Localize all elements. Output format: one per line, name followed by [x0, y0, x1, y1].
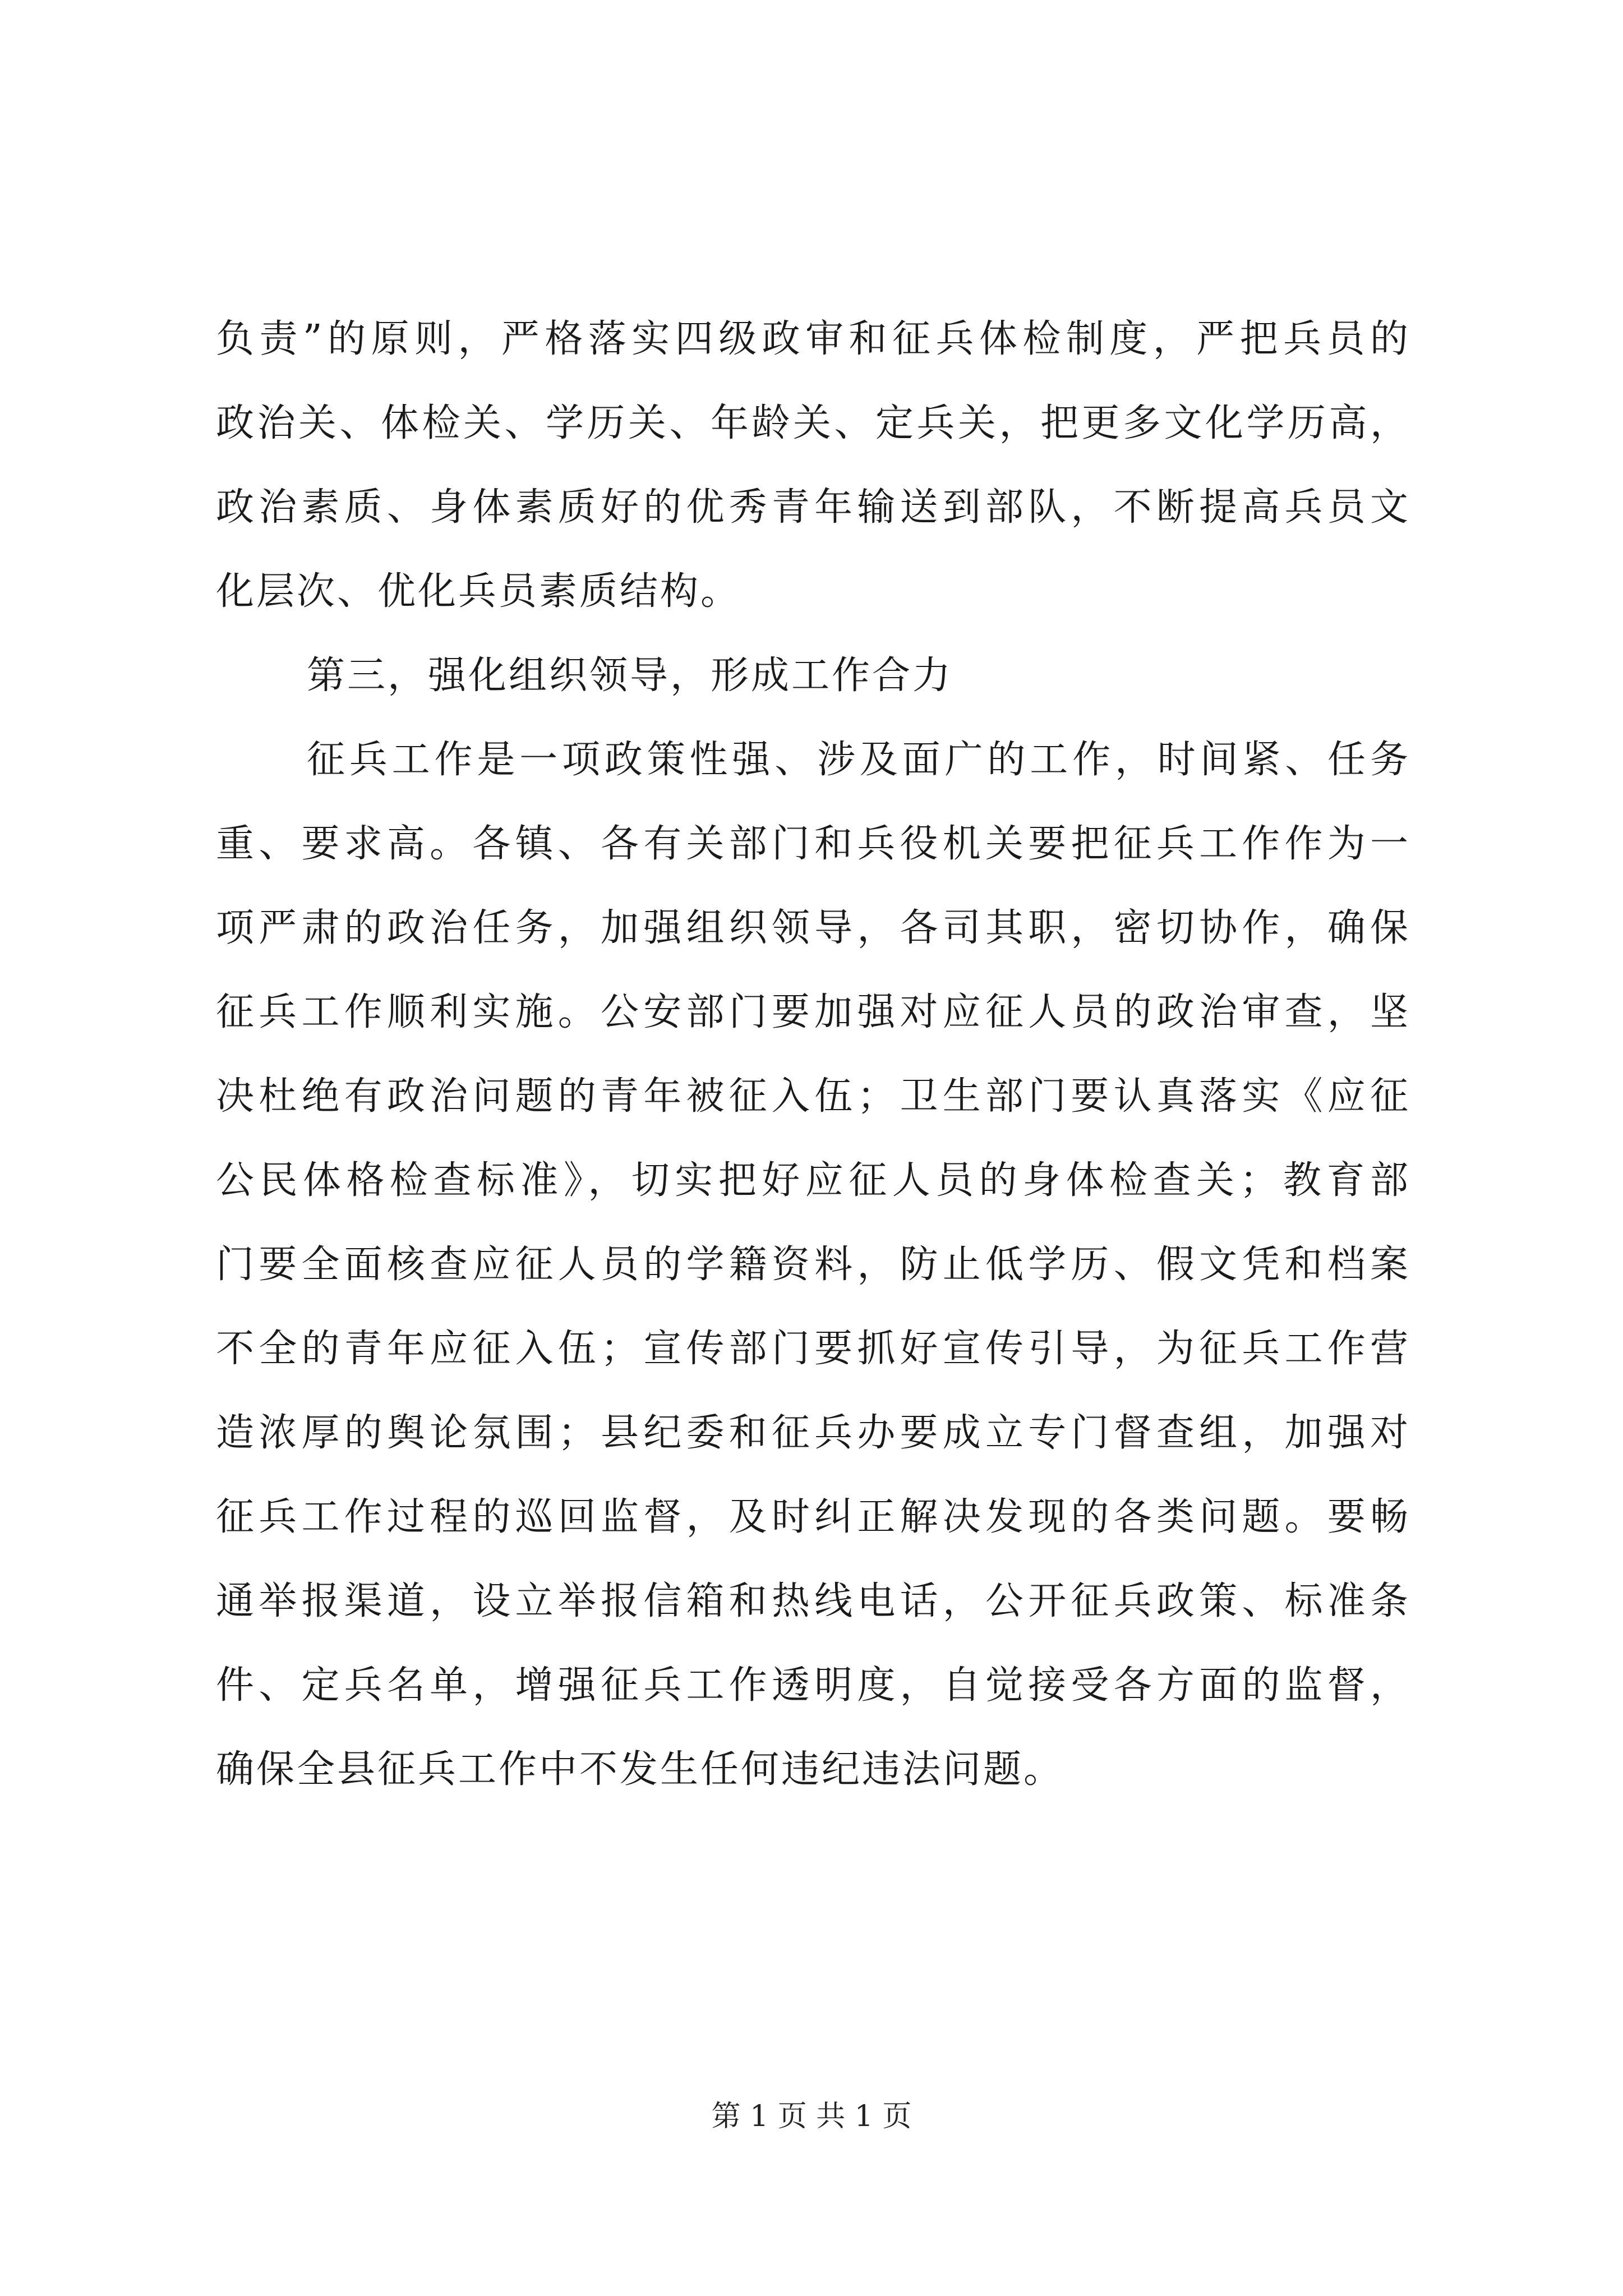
text-line: 门要全面核查应征人员的学籍资料，防止低学历、假文凭和档案	[216, 1243, 1410, 1287]
text-line: 化层次、优化兵员素质结构。	[216, 569, 741, 614]
text-line: 不全的青年应征入伍；宣传部门要抓好宣传引导，为征兵工作营	[216, 1327, 1410, 1371]
text-line: 征兵工作顺利实施。公安部门要加强对应征人员的政治审查，坚	[216, 990, 1410, 1034]
paragraph-continued	[216, 297, 1410, 634]
text-line: 项严肃的政治任务，加强组织领导，各司其职，密切协作，确保	[216, 906, 1410, 950]
text-line: 确保全县征兵工作中不发生任何违纪违法问题。	[216, 1747, 1064, 1792]
section-heading: 第三，强化组织领导，形成工作合力	[307, 654, 953, 698]
text-line: 政治素质、身体素质好的优秀青年输送到部队，不断提高兵员文	[216, 485, 1410, 530]
document-body	[216, 297, 1410, 1812]
text-line: 征兵工作过程的巡回监督，及时纠正解决发现的各类问题。要畅	[216, 1495, 1410, 1539]
text-line: 重、要求高。各镇、各有关部门和兵役机关要把征兵工作作为一	[216, 822, 1410, 866]
text-line: 公民体格检查标准》，切实把好应征人员的身体检查关；教育部	[216, 1158, 1410, 1203]
text-line: 征兵工作是一项政策性强、涉及面广的工作，时间紧、任务	[307, 738, 1410, 782]
page-number-footer: 第 1 页 共 1 页	[711, 2100, 912, 2133]
text-line: 决杜绝有政治问题的青年被征入伍；卫生部门要认真落实《应征	[216, 1074, 1410, 1119]
paragraph	[216, 718, 1410, 1812]
text-line: 负责”的原则，严格落实四级政审和征兵体检制度，严把兵员的	[216, 317, 1410, 361]
text-line: 件、定兵名单，增强征兵工作透明度，自觉接受各方面的监督，	[216, 1663, 1410, 1708]
text-line: 政治关、体检关、学历关、年龄关、定兵关，把更多文化学历高，	[216, 401, 1410, 445]
text-line: 通举报渠道，设立举报信箱和热线电话，公开征兵政策、标准条	[216, 1579, 1410, 1623]
text-line: 造浓厚的舆论氛围；县纪委和征兵办要成立专门督查组，加强对	[216, 1411, 1410, 1455]
